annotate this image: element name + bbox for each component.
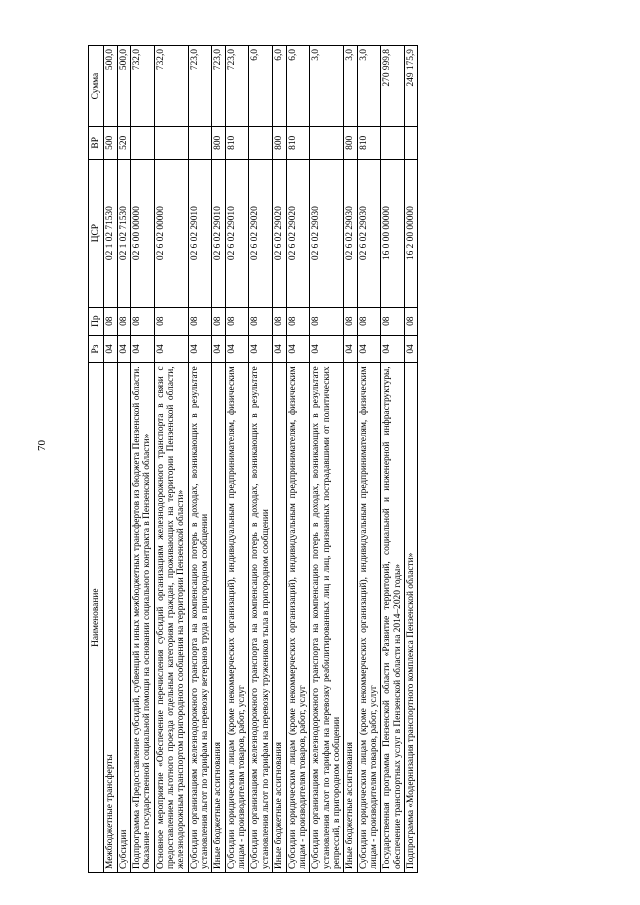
cell-name: Субсидии юридическим лицам (кроме некоммерческих организаций), индивидуальным предпринимателям, физическим лицам - производителям товаров, работ, услуг xyxy=(357,363,381,873)
cell-rz: 04 xyxy=(273,335,286,363)
cell-rz: 04 xyxy=(104,335,117,363)
cell-csr: 02 6 02 29030 xyxy=(357,159,381,307)
cell-csr: 02 6 02 29010 xyxy=(212,159,225,307)
cell-rz: 04 xyxy=(310,335,344,363)
table-row xyxy=(188,46,212,873)
cell-vr: 810 xyxy=(286,127,310,159)
cell-vr: 810 xyxy=(225,127,249,159)
cell-vr xyxy=(249,127,273,159)
cell-csr: 02 6 02 29020 xyxy=(286,159,310,307)
cell-rz: 04 xyxy=(212,335,225,363)
cell-name: Межбюджетные трансферты xyxy=(104,363,117,873)
table-row xyxy=(131,46,155,873)
cell-name: Субсидии юридическим лицам (кроме некоммерческих организаций), индивидуальным предпринимателям, физическим лицам - производителям товаров, работ, услуг xyxy=(225,363,249,873)
cell-csr: 02 6 02 29010 xyxy=(225,159,249,307)
cell-sum: 6,0 xyxy=(286,46,310,127)
cell-rz: 04 xyxy=(249,335,273,363)
header-pr: Пр xyxy=(89,307,104,335)
table-row xyxy=(154,46,188,873)
cell-name: Подпрограмма «Предоставление субсидий, субвенций и иных межбюджетных трансфертов из бюджета Пензенской области. Оказание государственной социальной помощи на основании социального контракта в Пензенской области» xyxy=(131,363,155,873)
header-sum: Сумма xyxy=(89,46,104,127)
cell-rz: 04 xyxy=(404,335,417,363)
cell-sum: 723,0 xyxy=(188,46,212,127)
cell-sum: 723,0 xyxy=(225,46,249,127)
cell-rz: 04 xyxy=(357,335,381,363)
page-number: 70 xyxy=(36,440,48,451)
cell-vr: 500 xyxy=(104,127,117,159)
header-row xyxy=(89,46,104,873)
cell-name: Государственная программа Пензенской области «Развитие территорий, социальной и инженерной инфраструктуры, обеспечение транспортных услуг в Пензенской области на 2014–2020 годы» xyxy=(381,363,405,873)
table-body xyxy=(104,46,418,873)
header-vr: ВР xyxy=(89,127,104,159)
cell-sum: 3,0 xyxy=(310,46,344,127)
cell-csr: 02 6 02 29020 xyxy=(249,159,273,307)
cell-csr: 16 0 00 00000 xyxy=(381,159,405,307)
cell-csr: 02 6 02 29030 xyxy=(344,159,357,307)
cell-pr: 08 xyxy=(131,307,155,335)
cell-pr: 08 xyxy=(381,307,405,335)
cell-pr: 08 xyxy=(249,307,273,335)
cell-rz: 04 xyxy=(344,335,357,363)
cell-pr: 08 xyxy=(344,307,357,335)
cell-vr: 800 xyxy=(212,127,225,159)
cell-rz: 04 xyxy=(286,335,310,363)
cell-name: Субсидии организациям железнодорожного транспорта на компенсацию потерь в доходах, возникающих в результате установления льгот по тарифам на перевозку тружеников тыла в пригородном сообщении xyxy=(249,363,273,873)
cell-name: Основное мероприятие «Обеспечение перечисления субсидий организациям железнодорожного транспорта в связи с предоставлением льготного проезда отдельным категориям граждан, проживающих на территории Пензенской области, железнодорожным транспортом пригородного сообщения на территории Пензенской области» xyxy=(154,363,188,873)
cell-pr: 08 xyxy=(104,307,117,335)
cell-sum: 3,0 xyxy=(357,46,381,127)
cell-name: Субсидии юридическим лицам (кроме некоммерческих организаций), индивидуальным предпринимателям, физическим лицам - производителям товаров, работ, услуг xyxy=(286,363,310,873)
cell-csr: 02 6 02 29020 xyxy=(273,159,286,307)
cell-pr: 08 xyxy=(117,307,130,335)
cell-rz: 04 xyxy=(381,335,405,363)
cell-pr: 08 xyxy=(310,307,344,335)
cell-csr: 16 2 00 00000 xyxy=(404,159,417,307)
cell-csr: 02 1 02 71530 xyxy=(104,159,117,307)
cell-csr: 02 6 02 00000 xyxy=(154,159,188,307)
table-row xyxy=(286,46,310,873)
header-csr: ЦСР xyxy=(89,159,104,307)
table-row xyxy=(249,46,273,873)
cell-pr: 08 xyxy=(273,307,286,335)
budget-table xyxy=(88,45,418,873)
cell-name: Иные бюджетные ассигнования xyxy=(344,363,357,873)
table-row xyxy=(404,46,417,873)
cell-pr: 08 xyxy=(212,307,225,335)
cell-sum: 6,0 xyxy=(273,46,286,127)
header-name: Наименование xyxy=(89,363,104,873)
cell-sum: 732,0 xyxy=(131,46,155,127)
budget-table-page xyxy=(88,45,553,873)
cell-sum: 249 175,9 xyxy=(404,46,417,127)
table-row xyxy=(357,46,381,873)
cell-rz: 04 xyxy=(117,335,130,363)
cell-csr: 02 6 02 29030 xyxy=(310,159,344,307)
cell-pr: 08 xyxy=(225,307,249,335)
cell-vr xyxy=(131,127,155,159)
cell-name: Субсидии организациям железнодорожного транспорта на компенсацию потерь в доходах, возникающих в результате установления льгот по тарифам на перевозку ветеранов труда в пригородном сообщении xyxy=(188,363,212,873)
cell-csr: 02 6 00 00000 xyxy=(131,159,155,307)
cell-name: Субсидии организациям железнодорожного транспорта на компенсацию потерь в доходах, возникающих в результате установления льгот по тарифам на перевозку реабилитированных лиц и лиц, признанных пострадавшими от политических репрессий, в пригородном сообщении xyxy=(310,363,344,873)
cell-sum: 732,0 xyxy=(154,46,188,127)
cell-vr xyxy=(188,127,212,159)
cell-vr xyxy=(310,127,344,159)
cell-csr: 02 6 02 29010 xyxy=(188,159,212,307)
table-row xyxy=(344,46,357,873)
cell-name: Подпрограмма «Модернизация транспортного комплекса Пензенской области» xyxy=(404,363,417,873)
cell-pr: 08 xyxy=(357,307,381,335)
cell-sum: 500,0 xyxy=(104,46,117,127)
cell-pr: 08 xyxy=(404,307,417,335)
cell-rz: 04 xyxy=(225,335,249,363)
cell-name: Иные бюджетные ассигнования xyxy=(212,363,225,873)
cell-sum: 270 999,8 xyxy=(381,46,405,127)
cell-name: Субсидии xyxy=(117,363,130,873)
cell-sum: 723,0 xyxy=(212,46,225,127)
cell-rz: 04 xyxy=(154,335,188,363)
cell-vr: 810 xyxy=(357,127,381,159)
cell-name: Иные бюджетные ассигнования xyxy=(273,363,286,873)
cell-rz: 04 xyxy=(188,335,212,363)
table-row xyxy=(381,46,405,873)
cell-pr: 08 xyxy=(188,307,212,335)
cell-vr: 520 xyxy=(117,127,130,159)
cell-vr xyxy=(154,127,188,159)
cell-sum: 3,0 xyxy=(344,46,357,127)
header-rz: Рз xyxy=(89,335,104,363)
cell-vr: 800 xyxy=(344,127,357,159)
cell-vr: 800 xyxy=(273,127,286,159)
cell-vr xyxy=(381,127,405,159)
cell-csr: 02 1 02 71530 xyxy=(117,159,130,307)
cell-rz: 04 xyxy=(131,335,155,363)
cell-sum: 500,0 xyxy=(117,46,130,127)
cell-vr xyxy=(404,127,417,159)
table-row xyxy=(117,46,130,873)
cell-sum: 6,0 xyxy=(249,46,273,127)
table-row xyxy=(225,46,249,873)
table-row xyxy=(104,46,117,873)
table-row xyxy=(310,46,344,873)
cell-pr: 08 xyxy=(286,307,310,335)
table-row xyxy=(212,46,225,873)
cell-pr: 08 xyxy=(154,307,188,335)
table-row xyxy=(273,46,286,873)
